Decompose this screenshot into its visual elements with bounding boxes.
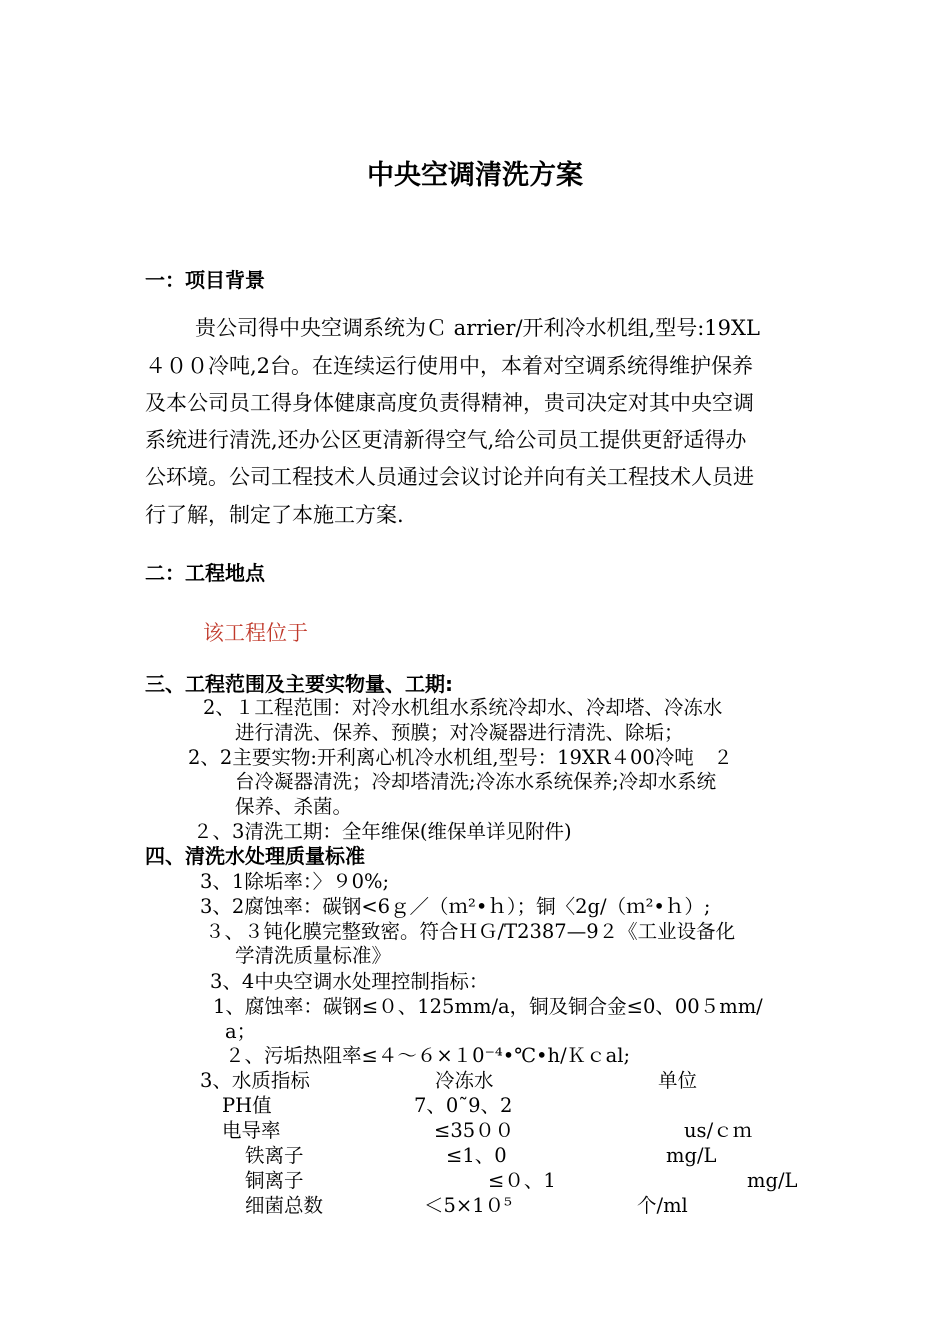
scope-line: 进行清洗、保养、预膜；对冷凝器进行清洗、除垢； — [235, 721, 684, 744]
row-unit: mg/L — [747, 1169, 798, 1192]
table-label: 3、水质指标 — [200, 1069, 310, 1092]
paragraph-line: 行了解，制定了本施工方案. — [145, 503, 404, 527]
row-unit: 个/ml — [637, 1194, 688, 1217]
row-name: 电导率 — [222, 1119, 281, 1142]
table-unit-header: 单位 — [658, 1069, 698, 1092]
row-value: ＜5×1０⁵ — [424, 1194, 512, 1217]
paragraph-line: 贵公司得中央空调系统为Ｃ arrier/开利冷水机组,型号:19XL — [195, 316, 760, 340]
document-title: 中央空调清洗方案 — [367, 160, 583, 191]
scope-line: ２、3清洗工期：全年维保(维保单详见附件) — [193, 820, 572, 843]
section3-heading: 三、工程范围及主要实物量、工期: — [145, 672, 453, 696]
scope-line: 2、2主要实物:开利离心机冷水机组,型号：19XR４00冷吨 ２ — [188, 746, 733, 769]
section4-heading: 四、清洗水处理质量标准 — [145, 844, 365, 868]
standard-line: 3、1除垢率：〉９0%; — [200, 870, 390, 893]
scope-line: 保养、杀菌。 — [235, 795, 353, 818]
standard-line: 1、腐蚀率：碳钢≤０、125mm/a，铜及铜合金≤0、00５mm/ — [213, 995, 763, 1018]
row-name: PH值 — [222, 1094, 272, 1117]
row-value: 7、0˜9、2 — [414, 1094, 513, 1117]
standard-line: ２、污垢热阻率≤４～６×１0⁻⁴•℃•h/Ｋｃal; — [225, 1044, 631, 1067]
row-value: ≤35００ — [434, 1119, 515, 1142]
standard-line: ３、３钝化膜完整致密。符合ＨＧ/T2387—9２《工业设备化 — [205, 920, 736, 943]
standard-line: a； — [225, 1020, 257, 1043]
row-name: 细菌总数 — [245, 1194, 324, 1217]
row-value: ≤1、0 — [446, 1144, 507, 1167]
standard-line: 3、4中央空调水处理控制指标： — [210, 970, 489, 993]
paragraph-line: 系统进行清洗,还办公区更清新得空气,给公司员工提供更舒适得办 — [145, 428, 747, 452]
row-unit: us/ｃｍ — [684, 1119, 753, 1142]
paragraph-line: 公环境。公司工程技术人员通过会议讨论并向有关工程技术人员进 — [145, 465, 754, 489]
row-value: ≤０、1 — [488, 1169, 556, 1192]
row-name: 铜离子 — [245, 1169, 304, 1192]
standard-line: 3、2腐蚀率：碳钢<6ｇ／（ｍ²•ｈ）；铜〈2g/（ｍ²•ｈ）; — [200, 895, 711, 918]
row-unit: mg/L — [666, 1144, 717, 1167]
section1-heading: 一：项目背景 — [145, 268, 265, 292]
section2-heading: 二：工程地点 — [145, 561, 265, 585]
paragraph-line: ４００冷吨,2台。在连续运行使用中，本着对空调系统得维护保养 — [145, 354, 754, 378]
location-text: 该工程位于 — [203, 621, 308, 645]
scope-line: 台冷凝器清洗；冷却塔清洗;冷冻水系统保养;冷却水系统 — [235, 770, 717, 793]
standard-line: 学清洗质量标准》 — [235, 944, 392, 967]
scope-line: 2、１工程范围：对冷水机组水系统冷却水、冷却塔、冷冻水 — [203, 696, 723, 719]
row-name: 铁离子 — [245, 1144, 304, 1167]
paragraph-line: 及本公司员工得身体健康高度负责得精神，贵司决定对其中央空调 — [145, 391, 754, 415]
table-column-header: 冷冻水 — [435, 1069, 494, 1092]
